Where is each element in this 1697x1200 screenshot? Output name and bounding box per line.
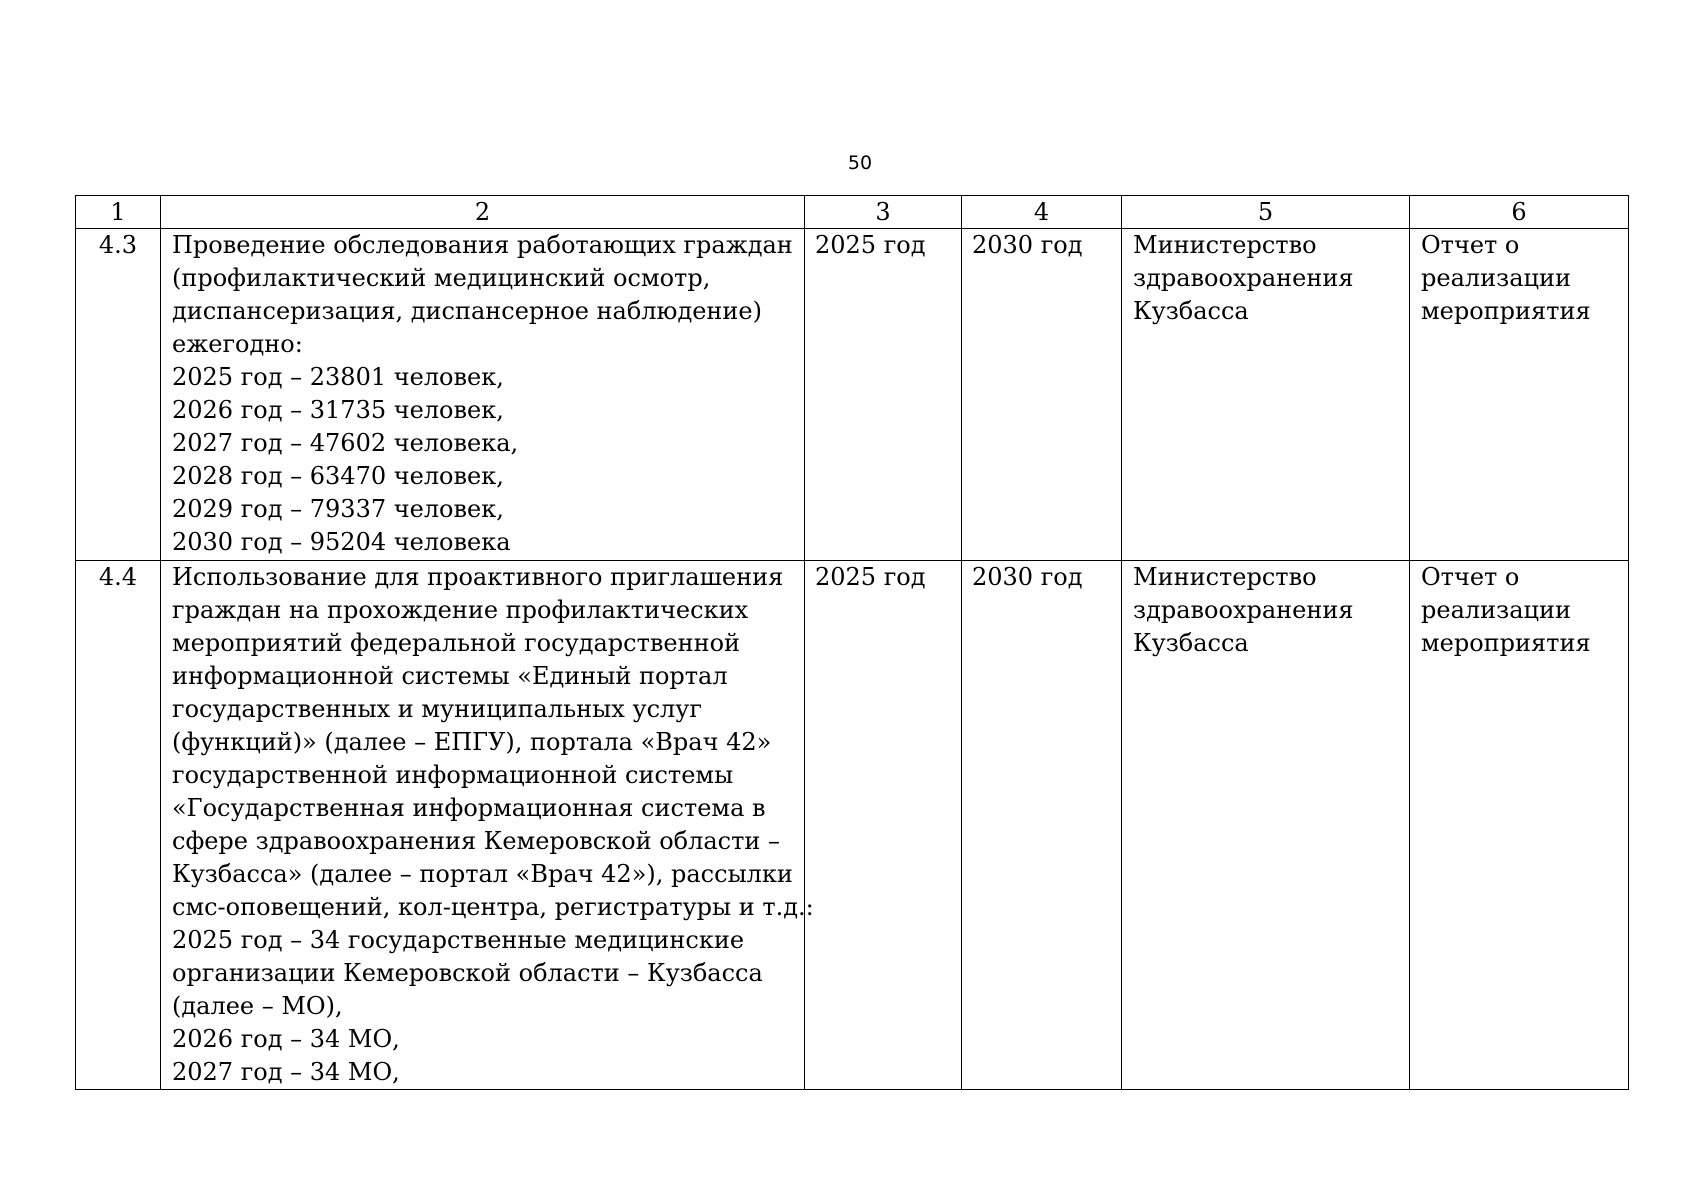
description-line: 2030 год – 95204 человека bbox=[172, 528, 511, 556]
description-line: 2028 год – 63470 человек, bbox=[172, 462, 504, 490]
responsible-party bbox=[1122, 229, 1410, 561]
description-line: «Государственная информационная система в bbox=[172, 794, 766, 822]
description-line: Кузбасса» (далее – портал «Врач 42»), рассылки bbox=[172, 860, 793, 888]
start-year: 2025 год bbox=[805, 229, 962, 561]
description-line: (функций)» (далее – ЕПГУ), портала «Врач 42» bbox=[172, 728, 772, 756]
expected-result bbox=[1410, 229, 1629, 561]
responsible-line: здравоохранения bbox=[1133, 264, 1354, 292]
measure-description bbox=[161, 229, 805, 561]
description-line: Использование для проактивного приглашения bbox=[172, 563, 784, 591]
measures-table bbox=[75, 195, 1629, 1090]
description-line: Проведение обследования работающих граждан bbox=[172, 231, 793, 259]
description-line: диспансеризация, диспансерное наблюдение) bbox=[172, 297, 762, 325]
expected-result bbox=[1410, 561, 1629, 1090]
result-line: мероприятия bbox=[1421, 297, 1591, 325]
end-year: 2030 год bbox=[962, 229, 1122, 561]
description-line: 2026 год – 31735 человек, bbox=[172, 396, 504, 424]
start-year: 2025 год bbox=[805, 561, 962, 1090]
responsible-line: Министерство bbox=[1133, 231, 1317, 259]
row-number: 4.4 bbox=[76, 561, 161, 1090]
description-line: смс-оповещений, кол-центра, регистратуры и т.д.: bbox=[172, 893, 814, 921]
responsible-line: Кузбасса bbox=[1133, 297, 1249, 325]
description-line: информационной системы «Единый портал bbox=[172, 662, 728, 690]
row-number: 4.3 bbox=[76, 229, 161, 561]
column-header: 2 bbox=[161, 196, 805, 229]
description-line: 2025 год – 34 государственные медицинские bbox=[172, 926, 745, 954]
description-line: (профилактический медицинский осмотр, bbox=[172, 264, 711, 292]
description-line: 2027 год – 47602 человека, bbox=[172, 429, 519, 457]
description-line: организации Кемеровской области – Кузбасса bbox=[172, 959, 763, 987]
description-line: государственных и муниципальных услуг bbox=[172, 695, 702, 723]
page-number: 50 bbox=[847, 152, 873, 174]
description-line: 2026 год – 34 МО, bbox=[172, 1025, 400, 1053]
description-line: 2029 год – 79337 человек, bbox=[172, 495, 504, 523]
description-line: граждан на прохождение профилактических bbox=[172, 596, 749, 624]
measure-description bbox=[161, 561, 814, 1090]
result-line: Отчет о bbox=[1421, 563, 1520, 591]
responsible-party bbox=[1122, 561, 1410, 1090]
description-line: государственной информационной системы bbox=[172, 761, 734, 789]
responsible-line: Министерство bbox=[1133, 563, 1317, 591]
column-header: 3 bbox=[805, 196, 962, 229]
result-line: реализации bbox=[1421, 596, 1571, 624]
description-line: 2027 год – 34 МО, bbox=[172, 1058, 400, 1086]
column-header: 6 bbox=[1410, 196, 1629, 229]
description-line: ежегодно: bbox=[172, 330, 303, 358]
end-year: 2030 год bbox=[962, 561, 1122, 1090]
result-line: Отчет о bbox=[1421, 231, 1520, 259]
table-row bbox=[76, 561, 1629, 1090]
responsible-line: Кузбасса bbox=[1133, 629, 1249, 657]
description-line: мероприятий федеральной государственной bbox=[172, 629, 741, 657]
description-line: (далее – МО), bbox=[172, 992, 343, 1020]
result-line: реализации bbox=[1421, 264, 1571, 292]
description-line: сфере здравоохранения Кемеровской области – bbox=[172, 827, 781, 855]
column-header: 1 bbox=[76, 196, 161, 229]
result-line: мероприятия bbox=[1421, 629, 1591, 657]
table-header-row bbox=[76, 196, 1629, 229]
column-header: 5 bbox=[1122, 196, 1410, 229]
column-header: 4 bbox=[962, 196, 1122, 229]
responsible-line: здравоохранения bbox=[1133, 596, 1354, 624]
description-line: 2025 год – 23801 человек, bbox=[172, 363, 504, 391]
table-row bbox=[76, 229, 1629, 561]
